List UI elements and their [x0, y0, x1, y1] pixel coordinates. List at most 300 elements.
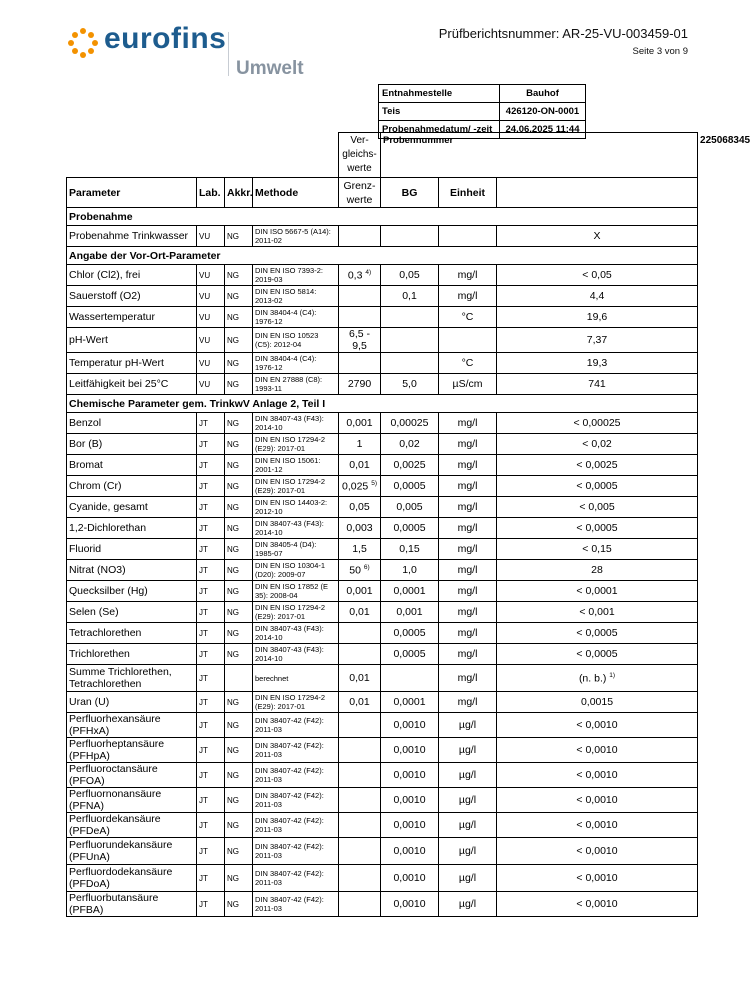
limit-value — [339, 413, 381, 434]
method: DIN 38404-4 (C4): 1976-12 — [253, 307, 339, 328]
parameter-name: Tetrachlorethen — [67, 623, 197, 644]
method: DIN EN ISO 17294-2 (E29): 2017-01 — [253, 692, 339, 713]
akkr-code: NG — [225, 353, 253, 374]
limit-value — [339, 692, 381, 713]
parameter-name: Selen (Se) — [67, 602, 197, 623]
result-value-text: < 0,0010 — [576, 769, 618, 781]
sample-info-label: Probenahmedatum/ -zeit — [379, 121, 500, 139]
report-number: Prüfberichtsnummer: AR-25-VU-003459-01 — [438, 26, 688, 41]
result-value — [497, 374, 698, 395]
footnote-ref: 1) — [609, 671, 616, 679]
result-value — [497, 353, 698, 374]
akkr-code: NG — [225, 713, 253, 738]
table-row — [67, 265, 698, 286]
method: DIN 38407-42 (F42): 2011-03 — [253, 713, 339, 738]
method: berechnet — [253, 665, 339, 692]
result-value-text: 0,0015 — [580, 696, 614, 708]
unit: mg/l — [439, 434, 497, 455]
akkr-code: NG — [225, 581, 253, 602]
akkr-code: NG — [225, 788, 253, 813]
result-value — [497, 623, 698, 644]
unit: µg/l — [439, 713, 497, 738]
table-row — [67, 665, 698, 692]
akkr-code: NG — [225, 560, 253, 581]
limit-value — [339, 328, 381, 353]
limit-value — [339, 602, 381, 623]
result-value — [497, 539, 698, 560]
result-value — [497, 328, 698, 353]
akkr-code: NG — [225, 413, 253, 434]
bg-value: 0,00025 — [381, 413, 439, 434]
result-value-text: < 0,05 — [582, 269, 612, 281]
bg-value: 0,02 — [381, 434, 439, 455]
result-value — [497, 307, 698, 328]
bg-value: 0,0010 — [381, 813, 439, 838]
table-row — [67, 328, 698, 353]
table-row — [67, 518, 698, 539]
result-value — [497, 602, 698, 623]
limit-value — [339, 518, 381, 539]
unit: µg/l — [439, 813, 497, 838]
parameter-name: Temperatur pH-Wert — [67, 353, 197, 374]
lab-code: JT — [197, 865, 225, 892]
unit: mg/l — [439, 455, 497, 476]
table-row — [67, 644, 698, 665]
limit-value — [339, 738, 381, 763]
akkr-code: NG — [225, 265, 253, 286]
parameter-name: Perfluorbutansäure (PFBA) — [67, 892, 197, 917]
lab-code: JT — [197, 497, 225, 518]
section-title: Angabe der Vor-Ort-Parameter — [67, 247, 698, 265]
limit-value-text: 0,3 — [347, 269, 363, 282]
parameter-name: Perfluornonansäure (PFNA) — [67, 788, 197, 813]
parameter-name: Cyanide, gesamt — [67, 497, 197, 518]
sample-info-value: Bauhof — [500, 85, 586, 103]
result-value-text: (n. b.) — [578, 672, 607, 685]
footnote-ref: 4) — [365, 268, 372, 276]
section-header — [67, 395, 698, 413]
table-row — [67, 374, 698, 395]
unit: mg/l — [439, 413, 497, 434]
parameter-name: Chrom (Cr) — [67, 476, 197, 497]
parameter-name: pH-Wert — [67, 328, 197, 353]
limit-value — [339, 353, 381, 374]
method: DIN 38405-4 (D4): 1985-07 — [253, 539, 339, 560]
result-value-text: 7,37 — [586, 334, 608, 346]
bg-value: 0,0005 — [381, 518, 439, 539]
limit-value-text: 2790 — [347, 378, 372, 390]
table-row — [67, 581, 698, 602]
lab-code: JT — [197, 692, 225, 713]
col-vergleich: Ver-gleichs-werte — [339, 133, 381, 178]
limit-value — [339, 892, 381, 917]
akkr-code: NG — [225, 286, 253, 307]
limit-value-text: 0,01 — [349, 606, 370, 618]
bg-value — [381, 307, 439, 328]
akkr-code: NG — [225, 497, 253, 518]
limit-value — [339, 476, 381, 497]
akkr-code: NG — [225, 813, 253, 838]
lab-code: JT — [197, 539, 225, 560]
method: DIN 38407-42 (F42): 2011-03 — [253, 838, 339, 865]
akkr-code: NG — [225, 892, 253, 917]
limit-value-text: 50 — [349, 564, 361, 577]
table-row — [67, 788, 698, 813]
sample-info-value: 426120-ON-0001 — [500, 103, 586, 121]
results-table — [66, 132, 750, 917]
lab-code: VU — [197, 307, 225, 328]
result-value — [497, 738, 698, 763]
bg-value — [381, 226, 439, 247]
result-value-text: < 0,001 — [579, 606, 615, 618]
sample-info-label: Teis — [379, 103, 500, 121]
limit-value — [339, 644, 381, 665]
parameter-name: Leitfähigkeit bei 25°C — [67, 374, 197, 395]
bg-value: 0,0010 — [381, 865, 439, 892]
lab-code: JT — [197, 838, 225, 865]
result-value — [497, 476, 698, 497]
method: DIN 38407-42 (F42): 2011-03 — [253, 865, 339, 892]
lab-code: VU — [197, 328, 225, 353]
lab-code: JT — [197, 602, 225, 623]
akkr-code: NG — [225, 374, 253, 395]
bg-value — [381, 328, 439, 353]
limit-value-text: 0,01 — [349, 459, 370, 471]
col-bg: BG — [381, 178, 439, 208]
table-row — [67, 539, 698, 560]
parameter-name: Perfluordodekansäure (PFDoA) — [67, 865, 197, 892]
akkr-code: NG — [225, 623, 253, 644]
bg-value: 0,0010 — [381, 788, 439, 813]
result-value-text: < 0,0025 — [576, 459, 618, 471]
result-value-text: < 0,005 — [579, 501, 615, 513]
parameter-name: Probenahme Trinkwasser — [67, 226, 197, 247]
unit: °C — [439, 353, 497, 374]
table-row — [67, 623, 698, 644]
limit-value-text: 1 — [356, 438, 363, 450]
unit: mg/l — [439, 539, 497, 560]
bg-value: 0,0010 — [381, 763, 439, 788]
lab-code: JT — [197, 788, 225, 813]
method: DIN 38407-42 (F42): 2011-03 — [253, 892, 339, 917]
table-row — [67, 476, 698, 497]
method: DIN EN ISO 7393-2: 2019-03 — [253, 265, 339, 286]
method: DIN EN ISO 14403-2: 2012-10 — [253, 497, 339, 518]
col-einheit: Einheit — [439, 178, 497, 208]
unit — [439, 328, 497, 353]
limit-value — [339, 788, 381, 813]
lab-code: JT — [197, 813, 225, 838]
result-value-text: X — [593, 230, 601, 242]
col-methode: Methode — [253, 178, 339, 208]
unit: mg/l — [439, 476, 497, 497]
limit-value-text: 0,01 — [349, 672, 370, 684]
col-value-empty — [497, 178, 698, 208]
limit-value — [339, 307, 381, 328]
unit: µg/l — [439, 838, 497, 865]
limit-value — [339, 813, 381, 838]
table-row — [67, 560, 698, 581]
table-row — [67, 413, 698, 434]
table-row — [67, 226, 698, 247]
bg-value: 1,0 — [381, 560, 439, 581]
result-value — [497, 518, 698, 539]
bg-value: 0,0001 — [381, 581, 439, 602]
unit: µg/l — [439, 763, 497, 788]
parameter-name: Perfluorhexansäure (PFHxA) — [67, 713, 197, 738]
table-row — [67, 892, 698, 917]
method: DIN EN ISO 10523 (C5): 2012-04 — [253, 328, 339, 353]
lab-code: JT — [197, 518, 225, 539]
limit-value-text: 0,025 — [342, 480, 369, 493]
bg-value: 5,0 — [381, 374, 439, 395]
unit: mg/l — [439, 518, 497, 539]
table-row — [67, 838, 698, 865]
akkr-code: NG — [225, 539, 253, 560]
result-value — [497, 560, 698, 581]
result-value — [497, 665, 698, 692]
method: DIN 38407-42 (F42): 2011-03 — [253, 763, 339, 788]
method: DIN EN ISO 15061: 2001-12 — [253, 455, 339, 476]
akkr-code: NG — [225, 434, 253, 455]
bg-value — [381, 353, 439, 374]
method: DIN EN ISO 10304-1 (D20): 2009-07 — [253, 560, 339, 581]
result-value-text: < 0,0010 — [576, 845, 618, 857]
result-value-text: < 0,0005 — [576, 627, 618, 639]
result-value-text: < 0,00025 — [573, 417, 621, 429]
logo-text: eurofins — [104, 22, 227, 55]
limit-value — [339, 665, 381, 692]
unit: µg/l — [439, 865, 497, 892]
lab-code: VU — [197, 286, 225, 307]
method: DIN 38407-42 (F42): 2011-03 — [253, 738, 339, 763]
table-row — [67, 602, 698, 623]
akkr-code: NG — [225, 455, 253, 476]
sample-info-label: Entnahmestelle — [379, 85, 500, 103]
limit-value — [339, 763, 381, 788]
lab-code: VU — [197, 353, 225, 374]
lab-code: VU — [197, 374, 225, 395]
parameter-name: Uran (U) — [67, 692, 197, 713]
parameter-name: 1,2-Dichlorethan — [67, 518, 197, 539]
method: DIN ISO 5667-5 (A14): 2011-02 — [253, 226, 339, 247]
result-value — [497, 763, 698, 788]
method: DIN EN ISO 5814: 2013-02 — [253, 286, 339, 307]
limit-value-text: 0,001 — [346, 585, 373, 597]
unit: mg/l — [439, 497, 497, 518]
unit: µg/l — [439, 738, 497, 763]
lab-code: JT — [197, 763, 225, 788]
division-label: Umwelt — [236, 58, 304, 79]
akkr-code: NG — [225, 476, 253, 497]
result-value-text: < 0,0010 — [576, 898, 618, 910]
parameter-name: Perfluorundekansäure (PFUnA) — [67, 838, 197, 865]
table-row — [67, 813, 698, 838]
result-value-text: < 0,0010 — [576, 819, 618, 831]
akkr-code: NG — [225, 644, 253, 665]
method: DIN EN ISO 17852 (E 35): 2008-04 — [253, 581, 339, 602]
section-header — [67, 247, 698, 265]
bg-value: 0,0010 — [381, 713, 439, 738]
table-row — [67, 353, 698, 374]
section-title: Probenahme — [67, 208, 698, 226]
bg-value: 0,005 — [381, 497, 439, 518]
limit-value — [339, 265, 381, 286]
bg-value: 0,0010 — [381, 738, 439, 763]
method: DIN 38407-43 (F43): 2014-10 — [253, 644, 339, 665]
parameter-name: Sauerstoff (O2) — [67, 286, 197, 307]
bg-value: 0,0010 — [381, 838, 439, 865]
footnote-ref: 6) — [363, 563, 370, 571]
table-row — [67, 763, 698, 788]
result-value-text: < 0,0001 — [576, 585, 618, 597]
lab-code: JT — [197, 434, 225, 455]
unit: mg/l — [439, 692, 497, 713]
akkr-code: NG — [225, 518, 253, 539]
lab-code: JT — [197, 644, 225, 665]
result-value — [497, 838, 698, 865]
akkr-code: NG — [225, 692, 253, 713]
result-value — [497, 813, 698, 838]
parameter-name: Perfluoroctansäure (PFOA) — [67, 763, 197, 788]
method: DIN 38407-42 (F42): 2011-03 — [253, 788, 339, 813]
table-row — [67, 455, 698, 476]
parameter-name: Perfluorheptansäure (PFHpA) — [67, 738, 197, 763]
limit-value-text: 6,5 - 9,5 — [348, 328, 370, 352]
sample-info-table — [378, 84, 586, 139]
parameter-name: Summe Trichlorethen, Tetrachlorethen — [67, 665, 197, 692]
result-value — [497, 892, 698, 917]
result-value-text: < 0,0005 — [576, 648, 618, 660]
lab-code: JT — [197, 581, 225, 602]
table-row — [67, 307, 698, 328]
eurofins-dots-icon — [68, 28, 98, 58]
table-row — [67, 286, 698, 307]
akkr-code: NG — [225, 838, 253, 865]
method: DIN EN ISO 17294-2 (E29): 2017-01 — [253, 434, 339, 455]
bg-value: 0,1 — [381, 286, 439, 307]
result-value — [497, 581, 698, 602]
sample-info-row — [379, 103, 586, 121]
method: DIN EN 27888 (C8): 1993-11 — [253, 374, 339, 395]
result-value — [497, 434, 698, 455]
section-header — [67, 208, 698, 226]
table-row — [67, 434, 698, 455]
limit-value — [339, 226, 381, 247]
lab-code: VU — [197, 226, 225, 247]
limit-value — [339, 623, 381, 644]
table-row — [67, 497, 698, 518]
unit: mg/l — [439, 644, 497, 665]
limit-value — [339, 434, 381, 455]
unit: mg/l — [439, 623, 497, 644]
section-title: Chemische Parameter gem. TrinkwV Anlage 2, Teil I — [67, 395, 698, 413]
akkr-code: NG — [225, 602, 253, 623]
bg-value: 0,0010 — [381, 892, 439, 917]
parameter-name: Wassertemperatur — [67, 307, 197, 328]
unit: mg/l — [439, 665, 497, 692]
sample-number-label: Probennummer — [381, 133, 698, 178]
bg-value: 0,001 — [381, 602, 439, 623]
table-row — [67, 738, 698, 763]
akkr-code: NG — [225, 226, 253, 247]
lab-code: JT — [197, 665, 225, 692]
method: DIN 38407-42 (F42): 2011-03 — [253, 813, 339, 838]
limit-value — [339, 581, 381, 602]
result-value-text: 4,4 — [589, 290, 605, 302]
result-value — [497, 497, 698, 518]
lab-code: JT — [197, 738, 225, 763]
eurofins-logo — [68, 22, 248, 82]
limit-value — [339, 560, 381, 581]
result-value-text: < 0,0010 — [576, 744, 618, 756]
bg-value: 0,0025 — [381, 455, 439, 476]
limit-value-text: 0,01 — [349, 696, 370, 708]
table-row — [67, 713, 698, 738]
parameter-name: Chlor (Cl2), frei — [67, 265, 197, 286]
limit-value-text: 0,001 — [346, 417, 373, 429]
method: DIN 38407-43 (F43): 2014-10 — [253, 623, 339, 644]
unit: µg/l — [439, 892, 497, 917]
col-lab: Lab. — [197, 178, 225, 208]
bg-value: 0,0005 — [381, 623, 439, 644]
lab-code: JT — [197, 623, 225, 644]
bg-value: 0,0005 — [381, 476, 439, 497]
sample-info-value: 24.06.2025 11:44 — [500, 121, 586, 139]
result-value — [497, 692, 698, 713]
parameter-name: Trichlorethen — [67, 644, 197, 665]
table-row — [67, 865, 698, 892]
akkr-code: NG — [225, 307, 253, 328]
result-value-text: < 0,0010 — [576, 794, 618, 806]
column-header-row — [67, 178, 698, 208]
akkr-code: NG — [225, 865, 253, 892]
parameter-name: Fluorid — [67, 539, 197, 560]
limit-value — [339, 713, 381, 738]
lab-code: JT — [197, 892, 225, 917]
akkr-code: NG — [225, 738, 253, 763]
result-value — [497, 788, 698, 813]
bg-value — [381, 665, 439, 692]
akkr-code: NG — [225, 328, 253, 353]
parameter-name: Quecksilber (Hg) — [67, 581, 197, 602]
parameter-name: Nitrat (NO3) — [67, 560, 197, 581]
result-value — [497, 644, 698, 665]
limit-value — [339, 539, 381, 560]
method: DIN EN ISO 17294-2 (E29): 2017-01 — [253, 476, 339, 497]
result-value — [497, 455, 698, 476]
unit: mg/l — [439, 602, 497, 623]
result-value-text: < 0,0010 — [576, 719, 618, 731]
result-value-text: < 0,0010 — [576, 872, 618, 884]
limit-value — [339, 286, 381, 307]
logo-divider — [228, 32, 229, 76]
limit-value — [339, 374, 381, 395]
method: DIN 38407-43 (F43): 2014-10 — [253, 413, 339, 434]
bg-value: 0,05 — [381, 265, 439, 286]
result-value-text: < 0,0005 — [576, 522, 618, 534]
unit: µg/l — [439, 788, 497, 813]
unit: mg/l — [439, 286, 497, 307]
col-parameter: Parameter — [67, 178, 197, 208]
unit: mg/l — [439, 581, 497, 602]
unit: °C — [439, 307, 497, 328]
lab-code: JT — [197, 413, 225, 434]
lab-code: JT — [197, 455, 225, 476]
sample-info-row — [379, 85, 586, 103]
unit: mg/l — [439, 560, 497, 581]
method: DIN 38407-43 (F43): 2014-10 — [253, 518, 339, 539]
